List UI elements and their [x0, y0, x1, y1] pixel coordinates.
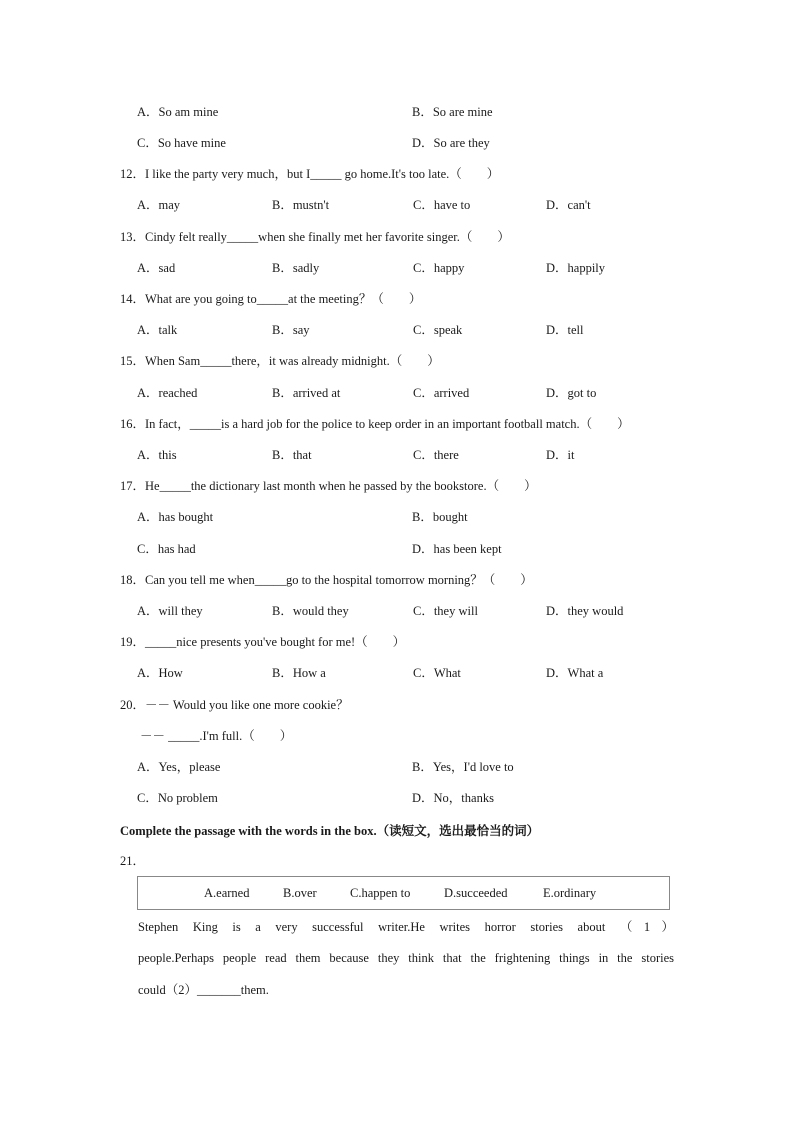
q16-option-d[interactable]: D．it: [546, 448, 575, 462]
q18-option-c[interactable]: C．they will: [413, 604, 478, 618]
q11-option-d[interactable]: D．So are they: [412, 136, 490, 150]
q17-option-a[interactable]: A．has bought: [137, 510, 214, 524]
q17-stem: 17．He_____the dictionary last month when he passed by the bookstore.（ ）: [120, 479, 537, 493]
word-box-item: C.happen to: [350, 886, 411, 900]
q19-option-b[interactable]: B．How a: [272, 666, 326, 680]
q15-option-d[interactable]: D．got to: [546, 386, 597, 400]
q19-option-c[interactable]: C．What: [413, 666, 461, 680]
q17-option-c[interactable]: C．has had: [137, 542, 196, 556]
q16-option-b[interactable]: B．that: [272, 448, 312, 462]
word-box: [137, 876, 670, 910]
q15-option-a[interactable]: A．reached: [137, 386, 198, 400]
q11-option-c[interactable]: C．So have mine: [137, 136, 226, 150]
q21-number: 21．: [120, 854, 146, 868]
q16-option-a[interactable]: A．this: [137, 448, 177, 462]
q16-stem: 16．In fact，_____is a hard job for the police to keep order in an important football match.（ ）: [120, 417, 630, 431]
q18-option-a[interactable]: A．will they: [137, 604, 203, 618]
q14-option-a[interactable]: A．talk: [137, 323, 178, 337]
word-box-item: A.earned: [204, 886, 250, 900]
q16-option-c[interactable]: C．there: [413, 448, 459, 462]
q18-option-d[interactable]: D．they would: [546, 604, 624, 618]
q18-option-b[interactable]: B．would they: [272, 604, 349, 618]
q20-option-a[interactable]: A．Yes，please: [137, 760, 221, 774]
q18-stem: 18．Can you tell me when_____go to the hospital tomorrow morning？（ ）: [120, 573, 533, 587]
q12-stem: 12．I like the party very much，but I_____ go home.It's too late.（ ）: [120, 167, 500, 181]
q12-option-d[interactable]: D．can't: [546, 198, 591, 212]
q12-option-c[interactable]: C．have to: [413, 198, 471, 212]
q20-stem-reply: －－ _____.I'm full.（ ）: [140, 729, 293, 743]
q20-option-c[interactable]: C．No problem: [137, 791, 218, 805]
q20-stem: 20．－－ Would you like one more cookie？: [120, 698, 349, 712]
q14-option-b[interactable]: B．say: [272, 323, 310, 337]
q15-option-c[interactable]: C．arrived: [413, 386, 470, 400]
q14-option-d[interactable]: D．tell: [546, 323, 584, 337]
q19-option-a[interactable]: A．How: [137, 666, 183, 680]
q14-option-c[interactable]: C．speak: [413, 323, 463, 337]
q11-option-b[interactable]: B．So are mine: [412, 105, 493, 119]
q13-stem: 13．Cindy felt really_____when she finally met her favorite singer.（ ）: [120, 230, 510, 244]
q15-option-b[interactable]: B．arrived at: [272, 386, 341, 400]
q20-option-d[interactable]: D．No，thanks: [412, 791, 494, 805]
q19-option-d[interactable]: D．What a: [546, 666, 604, 680]
passage-line-1: Stephen King is a very successful writer.He writes horror stories about （1）: [138, 920, 674, 934]
q19-stem: 19．_____nice presents you've bought for me!（ ）: [120, 635, 406, 649]
q13-option-d[interactable]: D．happily: [546, 261, 606, 275]
word-box-item: B.over: [283, 886, 317, 900]
q13-option-a[interactable]: A．sad: [137, 261, 176, 275]
q11-option-a[interactable]: A．So am mine: [137, 105, 219, 119]
passage-line-2: people.Perhaps people read them because they think that the frightening things in the stories: [138, 951, 674, 965]
q17-option-b[interactable]: B．bought: [412, 510, 468, 524]
q17-option-d[interactable]: D．has been kept: [412, 542, 502, 556]
q15-stem: 15．When Sam_____there，it was already midnight.（ ）: [120, 354, 440, 368]
word-box-item: D.succeeded: [444, 886, 508, 900]
q20-option-b[interactable]: B．Yes，I'd love to: [412, 760, 514, 774]
section-title: Complete the passage with the words in the box.（读短文，选出最恰当的词）: [120, 824, 540, 838]
passage-line-3: could（2）_______them.: [138, 983, 269, 997]
q13-option-c[interactable]: C．happy: [413, 261, 465, 275]
q14-stem: 14．What are you going to_____at the meeting？（ ）: [120, 292, 422, 306]
word-box-item: E.ordinary: [543, 886, 597, 900]
q12-option-a[interactable]: A．may: [137, 198, 181, 212]
q13-option-b[interactable]: B．sadly: [272, 261, 320, 275]
q12-option-b[interactable]: B．mustn't: [272, 198, 330, 212]
